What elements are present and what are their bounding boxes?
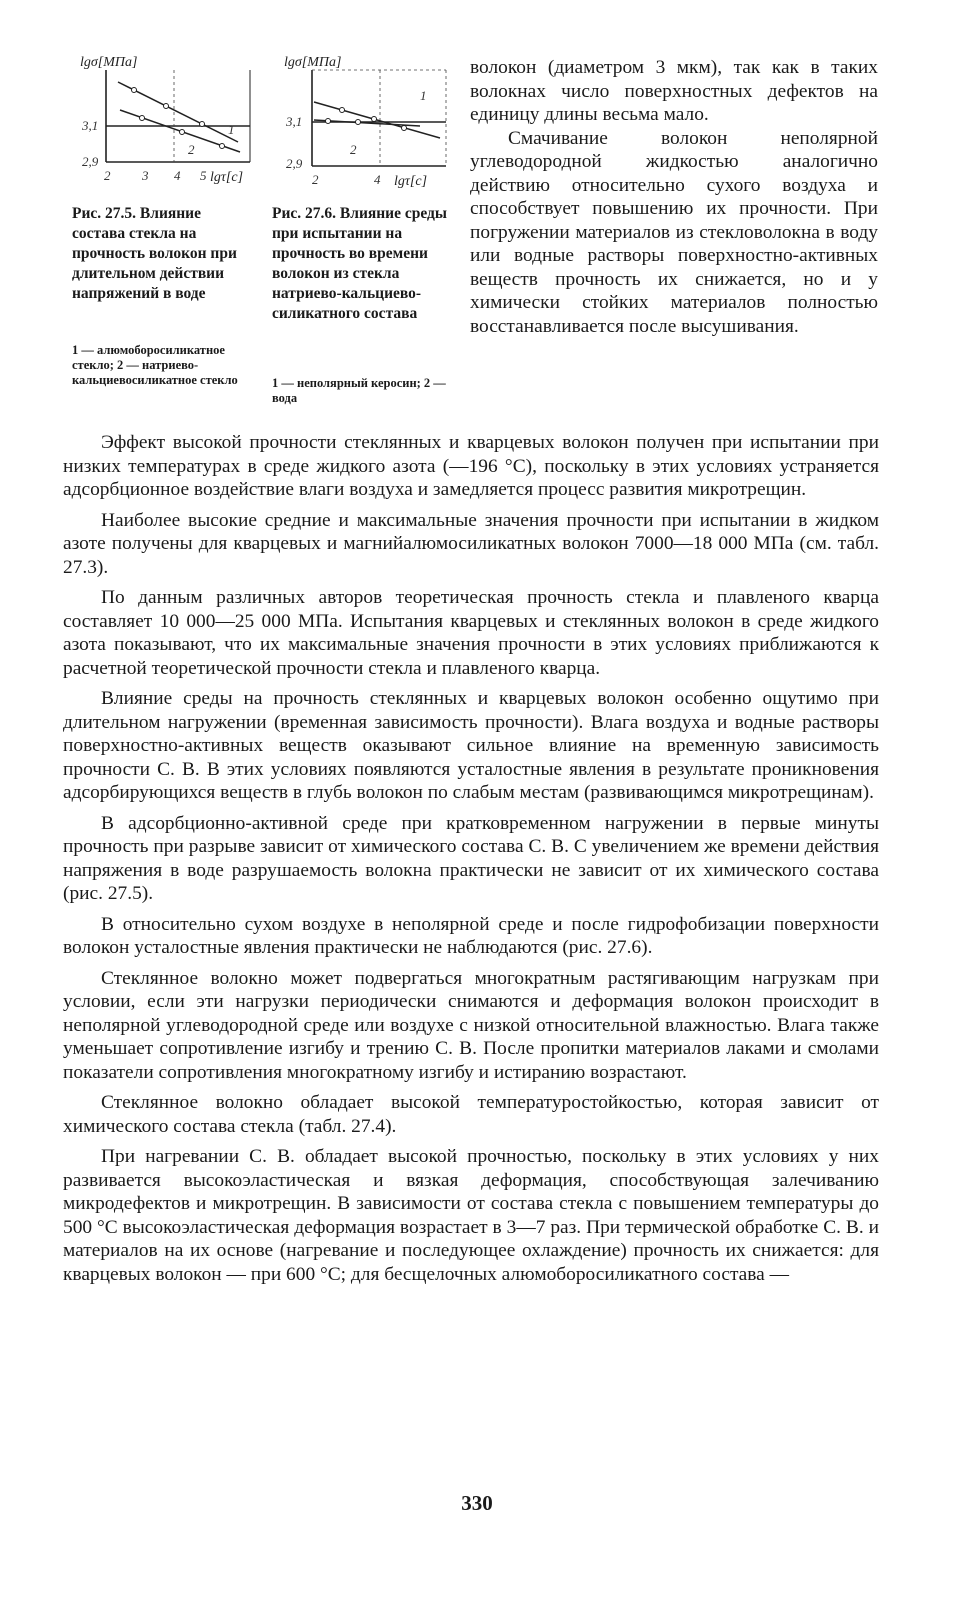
fig2-ylabel: lgσ[МПа] — [284, 55, 342, 70]
paragraph-9: При нагревании С. В. обладает высокой прочностью, поскольку в этих условиях у них развивается высокоэластическая и вязкая деформация, способствующая залечиванию микродефектов и микротрещин. В зависимости от состава стекла с повышением температуры до 500 °С высокоэластическая деформация возрастает в 3—7 раз. При термической обработке С. В. и материалов на их основе (нагревание и последующее охлаждение) прочность их снижается: для кварцевых волокон — при 600 °С; для бесщелочных алюмоборосиликатного состава — — [63, 1146, 879, 1285]
fig2-legend: 1 — неполярный керосин; 2 — вода — [272, 376, 446, 405]
fig1-curve-label-2: 2 — [188, 142, 195, 157]
fig1-point — [180, 130, 185, 135]
paragraph-5: В адсорбционно-активной среде при кратковременном нагружении в первые минуты прочность при разрыве зависит от химического состава С. В. С увеличением же времени действия напряжения в воде разрушаемость волокна практически не зависит от их химического состава (рис. 27.5). — [63, 812, 879, 904]
paragraph-1: Эффект высокой прочности стеклянных и кварцевых волокон получен при испытании при низких температурах в среде жидкого азота (—196 °С), поскольку в этих условиях устраняется адсорбционное воздействие влаги воздуха и замедляется процесс развития микротрещин. — [63, 432, 879, 500]
fig1-ylabel: lgσ[МПа] — [80, 55, 138, 70]
fig2-curve-1 — [314, 102, 440, 138]
paragraph-7: Стеклянное волокно может подвергаться многократным растягивающим нагрузкам при условии, если эти нагрузки периодически снимаются и деформация волокон происходит в неполярной углеводородной среде или воздухе с низкой относительной влажностью. Влага также уменьшает сопротивление изгибу и трению С. В. После пропитки материалов лаками и смолами показатели сопротивления многократному изгибу и истиранию возрастают. — [63, 967, 879, 1083]
paragraph-3: По данным различных авторов теоретическая прочность стекла и плавленого кварца составляет 10 000—25 000 МПа. Испытания кварцевых и стеклянных волокон в среде жидкого азота показывают, что их максимальные значения прочности в этих условиях приближаются к расчетной теоретической прочности стекла и плавленого кварца. — [63, 587, 879, 679]
right-paragraph-2: Смачивание волокон неполярной углеводородной жидкостью аналогично действию относительно сухого воздуха и способствует повышению их прочности. При погружении материалов из стекловолокна в воду или водные растворы поверхностно-активных веществ прочность их снижается, но и у химически стойких материалов полностью восстанавливается после высушивания. — [470, 127, 878, 337]
fig2-curve-label-1: 1 — [420, 88, 427, 103]
right-paragraph-1: волокон (диаметром 3 мкм), так как в таких волокнах число поверхностных дефектов на единицу длины весьма мало. — [470, 57, 878, 125]
fig1-point — [200, 122, 205, 127]
figure-27-6 — [270, 50, 460, 200]
fig1-xtick-3: 3 — [142, 168, 149, 183]
paragraph-2: Наиболее высокие средние и максимальные значения прочности при испытании в жидком азоте получены для кварцевых и магнийалюмосиликатных волокон 7000—18 000 МПа (см. табл. 27.3). — [63, 509, 879, 578]
fig1-xtick-4: 4 — [174, 168, 181, 183]
fig2-caption: Рис. 27.6. Влияние среды при испытании на прочность во времени волокон из стекла натриево-кальциево-силикатного состава — [272, 205, 447, 322]
right-column-text — [470, 56, 878, 338]
fig2-point — [372, 117, 377, 122]
fig2-point — [326, 119, 331, 124]
fig1-caption: Рис. 27.5. Влияние состава стекла на прочность волокон при длительном действии напряжений в воде — [72, 205, 237, 302]
fig2-point — [402, 126, 407, 131]
fig2-xlabel: lgτ[с] — [394, 174, 428, 189]
fig1-curve-label-1: 1 — [228, 122, 235, 137]
fig1-point — [132, 88, 137, 93]
main-text — [63, 431, 879, 1293]
fig1-xlabel: lgτ[с] — [210, 170, 244, 185]
fig2-point — [356, 120, 361, 125]
paragraph-8: Стеклянное волокно обладает высокой температуростойкостью, которая зависит от химического состава стекла (табл. 27.4). — [63, 1092, 879, 1137]
fig2-curve-label-2: 2 — [350, 142, 357, 157]
fig1-xtick-2: 2 — [104, 168, 111, 183]
fig1-ytick-2-9: 2,9 — [82, 154, 99, 169]
page-number: 330 — [461, 1491, 493, 1515]
fig1-point — [164, 104, 169, 109]
fig2-ytick-2-9: 2,9 — [286, 156, 303, 171]
fig1-xtick-5: 5 — [200, 168, 207, 183]
figure-27-6-plot — [270, 50, 460, 200]
fig1-point — [140, 116, 145, 121]
fig1-legend: 1 — алюмоборосиликатное стекло; 2 — натриево-кальциевосиликатное стекло — [72, 343, 238, 387]
paragraph-6: В относительно сухом воздухе в неполярной среде и после гидрофобизации поверхности волокон усталостные явления практически не наблюдаются (рис. 27.6). — [63, 913, 879, 958]
fig2-xtick-4: 4 — [374, 172, 381, 187]
fig1-point — [220, 144, 225, 149]
figure-27-5 — [62, 50, 262, 200]
fig2-point — [340, 108, 345, 113]
paragraph-4: Влияние среды на прочность стеклянных и кварцевых волокон особенно ощутимо при длительном нагружении (временная зависимость прочности). Влага воздуха и водные растворы поверхностно-активных веществ оказывают сильное влияние на временную зависимость прочности С. В. В этих условиях появляются усталостные явления в результате проникновения адсорбирующихся веществ в глубь волокон по слабым местам (развивающимся микротрещинам). — [63, 688, 879, 803]
fig2-ytick-3-1: 3,1 — [286, 114, 303, 129]
figure-27-5-plot — [62, 50, 262, 200]
fig2-xtick-2: 2 — [312, 172, 319, 187]
fig1-ytick-3-1: 3,1 — [82, 118, 99, 133]
